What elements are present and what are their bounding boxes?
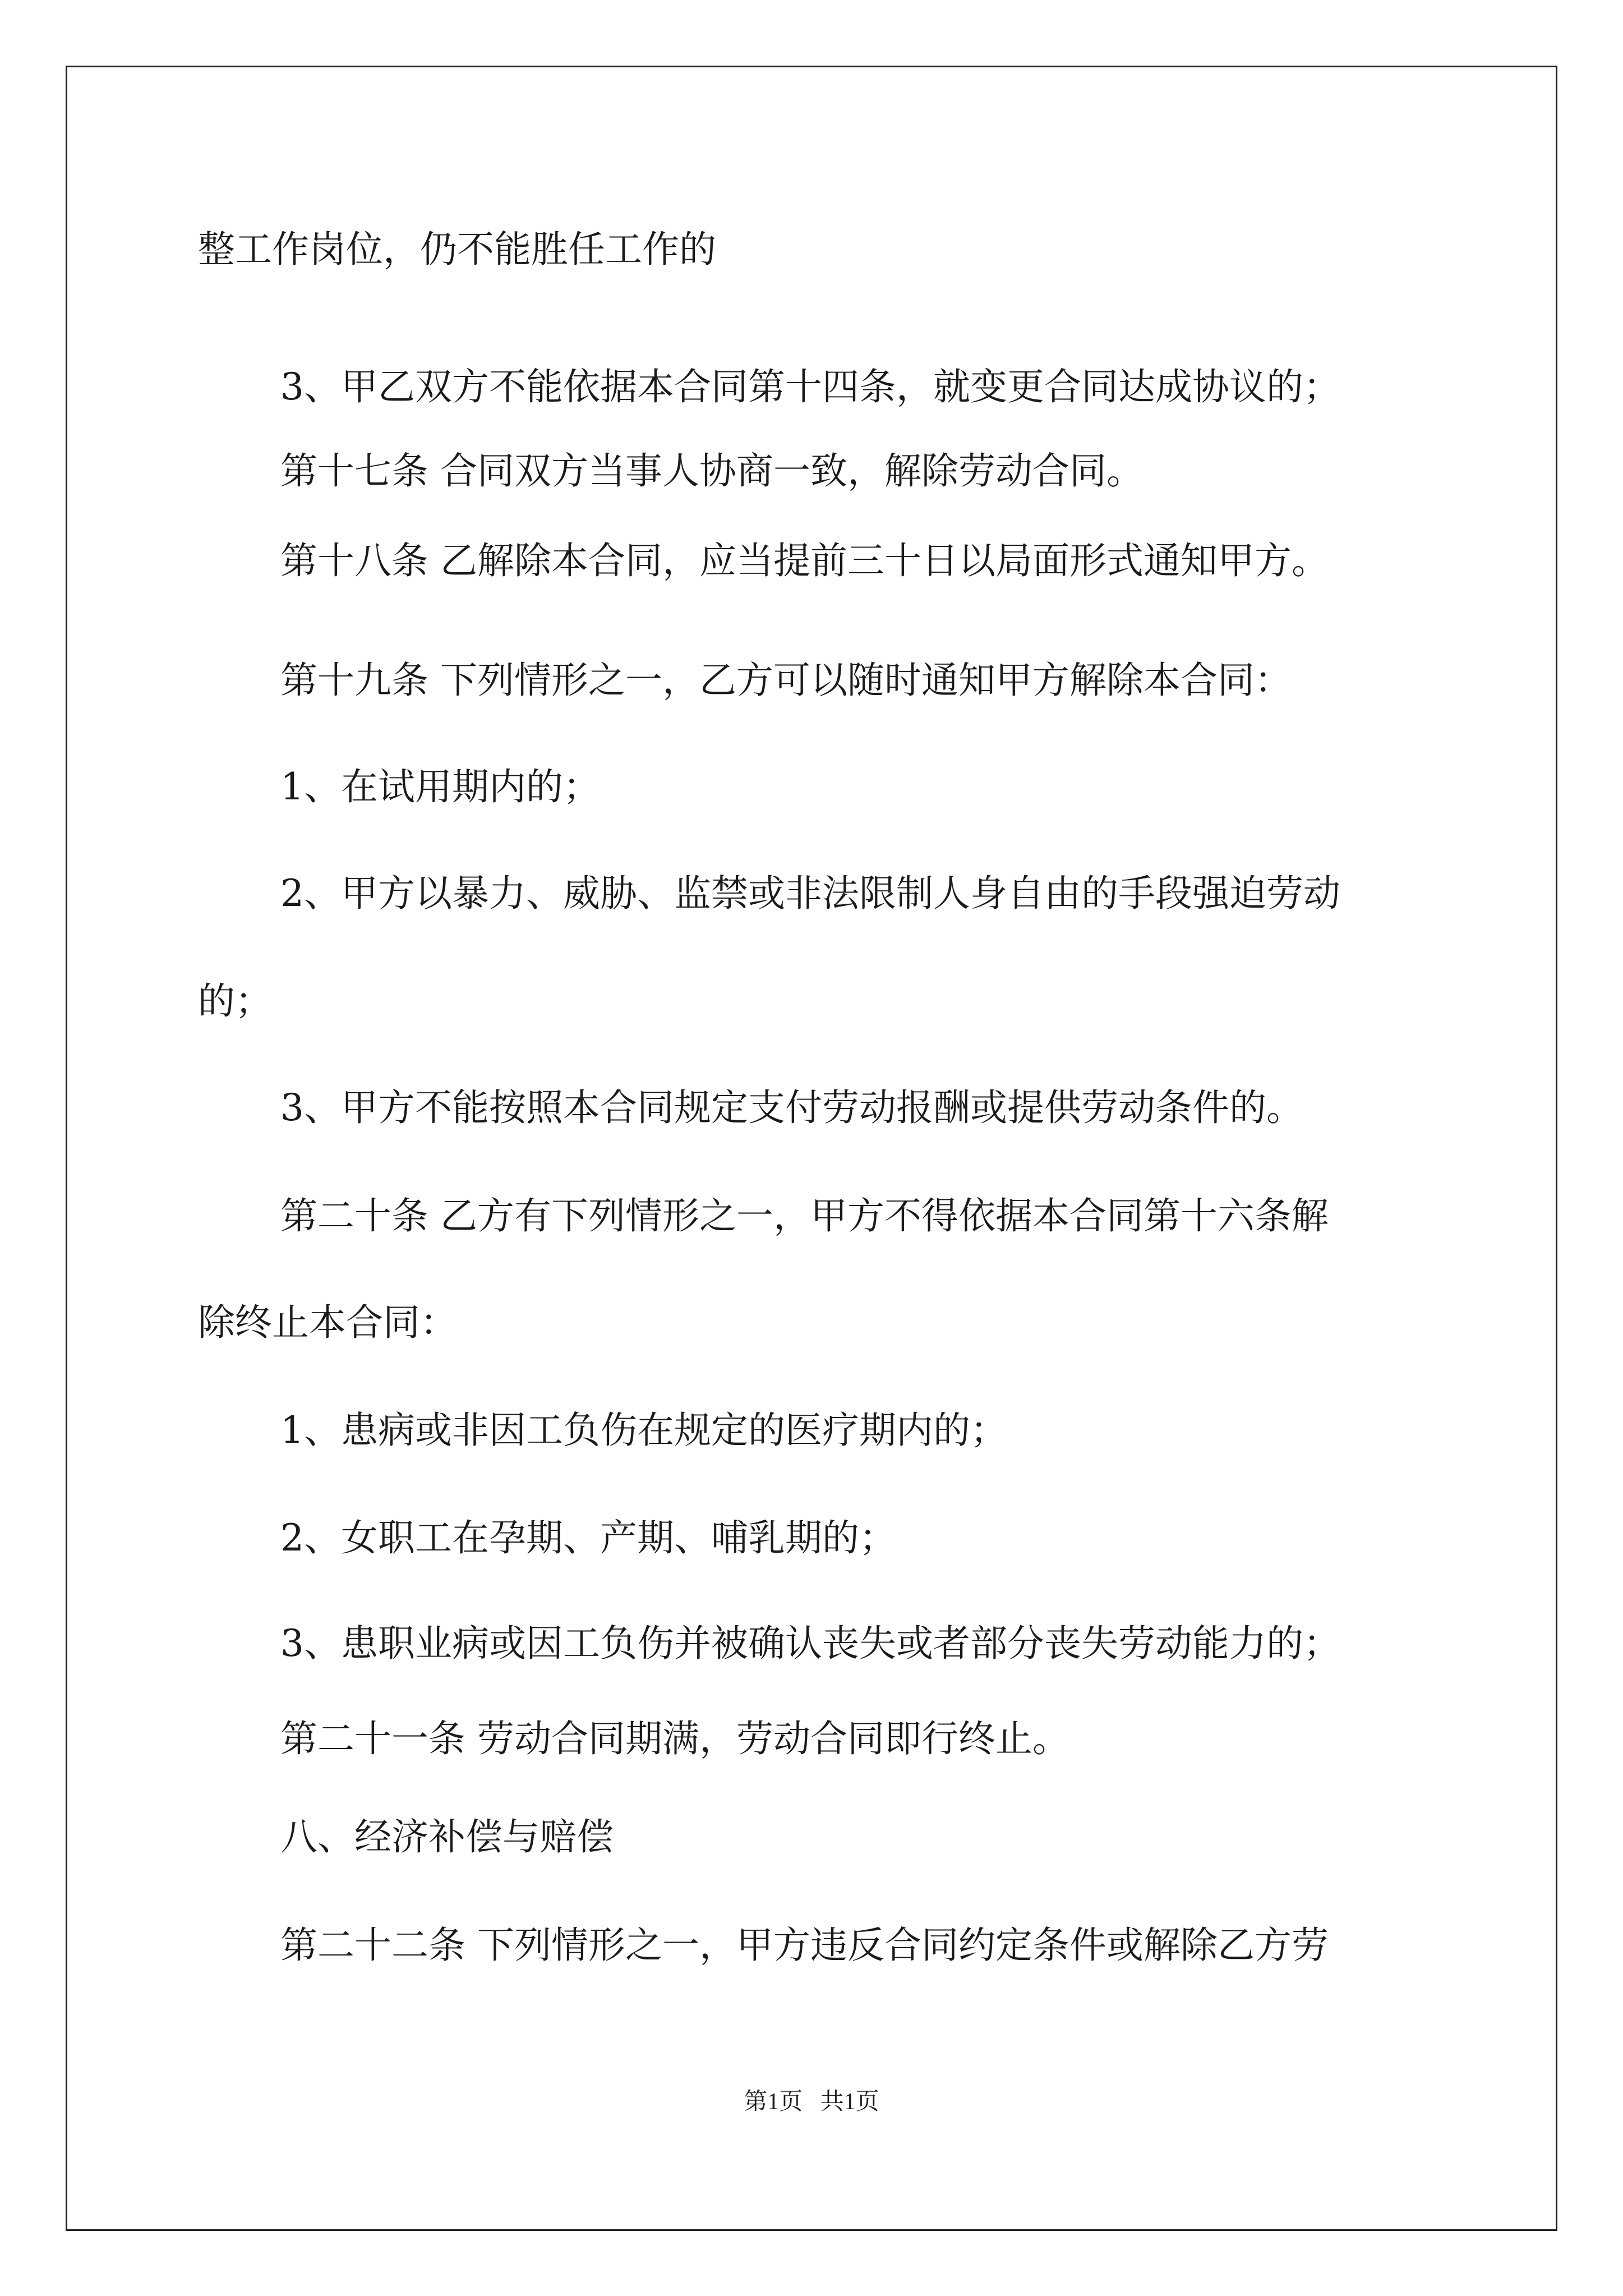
paragraph-line: 第十九条 下列情形之一，乙方可以随时通知甲方解除本合同：	[280, 659, 1292, 702]
section-heading: 八、经济补偿与赔偿	[280, 1815, 614, 1858]
paragraph-line: 1、在试用期内的；	[280, 765, 600, 808]
paragraph-line: 3、患职业病或因工负伤并被确认丧失或者部分丧失劳动能力的；	[280, 1622, 1340, 1665]
paragraph-line: 第十七条 合同双方当事人协商一致，解除劳动合同。	[280, 449, 1144, 493]
paragraph-line: 第十八条 乙解除本合同，应当提前三十日以局面形式通知甲方。	[280, 539, 1329, 582]
paragraph-line: 第二十一条 劳动合同期满，劳动合同即行终止。	[280, 1717, 1069, 1760]
paragraph-line: 2、女职工在孕期、产期、哺乳期的；	[280, 1516, 896, 1559]
paragraph-line: 3、甲乙双方不能依据本合同第十四条，就变更合同达成协议的；	[280, 365, 1340, 408]
paragraph-line: 的；	[198, 979, 272, 1023]
paragraph-line: 第二十条 乙方有下列情形之一，甲方不得依据本合同第十六条解	[280, 1194, 1329, 1237]
paragraph-line: 第二十二条 下列情形之一，甲方违反合同约定条件或解除乙方劳	[280, 1924, 1329, 1967]
paragraph-line: 除终止本合同：	[198, 1301, 457, 1344]
paragraph-line: 2、甲方以暴力、威胁、监禁或非法限制人身自由的手段强迫劳动	[280, 872, 1340, 915]
page-number: 第1页 共1页	[744, 2089, 879, 2115]
paragraph-line: 3、甲方不能按照本合同规定支付劳动报酬或提供劳动条件的。	[280, 1086, 1303, 1129]
paragraph-line: 1、患病或非因工负伤在规定的医疗期内的；	[280, 1409, 1007, 1452]
paragraph-line: 整工作岗位，仍不能胜任工作的	[198, 228, 716, 271]
